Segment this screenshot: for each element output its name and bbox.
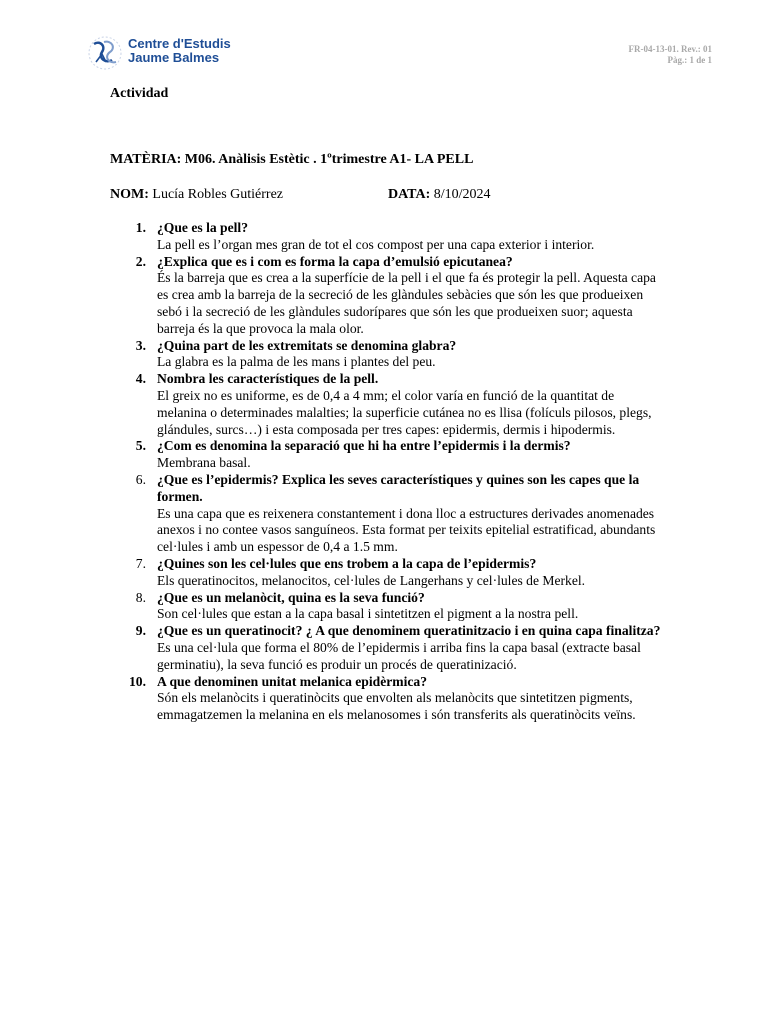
answer-text: La glabra es la palma de les mans i plantes del peu. (157, 354, 436, 370)
question-text: ¿Explica que es i com es forma la capa d’emulsió epicutanea? (157, 253, 513, 269)
school-name (128, 37, 231, 65)
question-text: A que denominen unitat melanica epidèrmica? (157, 673, 427, 689)
question-item (110, 220, 662, 254)
question-number: 4. (135, 371, 146, 387)
student-info-line (110, 187, 670, 203)
page-number: Pàg.: 1 de 1 (667, 55, 712, 65)
school-emblem-icon (86, 34, 124, 72)
question-text: ¿Que es un queratinocit? ¿ A que denominem queratinitzacio i en quina capa finalitza? (157, 623, 661, 639)
activity-heading: Actividad (110, 86, 169, 101)
question-item (110, 338, 662, 372)
answer-text: És la barreja que es crea a la superfície de la pell i el que fa és protegir la pell. Aquesta capa es crea amb la barreja de la secreció de les glàndules sebàcies que són les que produeixen sebó i la secreció de les glàndules sudorípares que són les que produeixen suor; aquesta barreja és la que provoca la mala olor. (157, 270, 656, 336)
answer-text: Es una capa que es reixenera constantement i dona lloc a estructures derivades anomenades anexos i no contee vasos sanguíneos. Esta format per teixits epitelial estratificad, abundants cel·lules i amb un espessor de 0,4 a 1.5 mm. (157, 505, 656, 555)
document-reference (629, 44, 712, 66)
answer-text: Són els melanòcits i queratinòcits que envolten als melanòcits que sintetitzen pigments, emmagatzemen la melanina en els melanosomes i són transferits als queratinòcits veïns. (157, 690, 636, 723)
question-item (110, 556, 662, 590)
question-number: 8. (135, 589, 146, 605)
revision-code: FR-04-13-01. Rev.: 01 (628, 44, 712, 54)
question-item (110, 371, 662, 438)
date-label: DATA: (388, 187, 431, 202)
question-number: 5. (135, 438, 146, 454)
question-text: ¿Que es un melanòcit, quina es la seva funció? (157, 589, 425, 605)
question-text: Nombra les característiques de la pell. (157, 371, 379, 387)
question-item (110, 472, 662, 556)
answer-text: Membrana basal. (157, 455, 251, 471)
question-text: ¿Que es l’epidermis? Explica les seves característiques y quines son les capes que la formen. (157, 471, 640, 504)
question-item (110, 623, 662, 673)
answer-text: La pell es l’organ mes gran de tot el cos compost per una capa exterior i interior. (157, 236, 595, 252)
question-number: 7. (135, 555, 146, 571)
question-number: 10. (129, 673, 146, 689)
answer-text: Son cel·lules que estan a la capa basal i sintetitzen el pigment a la nostra pell. (157, 606, 579, 622)
answer-text: Es una cel·lula que forma el 80% de l’epidermis i arriba fins la capa basal (extracte basal germinatiu), la seva funció es produir un procés de queratinizació. (157, 639, 641, 672)
school-name-line2: Jaume Balmes (128, 50, 220, 65)
school-logo (86, 34, 246, 72)
question-text: ¿Com es denomina la separació que hi ha entre l’epidermis i la dermis? (157, 438, 571, 454)
question-item (110, 590, 662, 624)
question-item (110, 438, 662, 472)
date-group (388, 187, 491, 203)
subject-line: MATÈRIA: M06. Anàlisis Estètic . 1ºtrimestre A1- LA PELL (110, 152, 474, 167)
student-name: Lucía Robles Gutiérrez (152, 187, 284, 202)
question-text: ¿Quines son les cel·lules que ens trobem a la capa de l’epidermis? (157, 555, 537, 571)
school-name-line1: Centre d'Estudis (128, 36, 231, 51)
question-number: 2. (135, 253, 146, 269)
question-text: ¿Que es la pell? (157, 220, 249, 235)
question-number: 9. (135, 623, 146, 639)
question-number: 3. (135, 337, 146, 353)
date-value: 8/10/2024 (433, 187, 491, 202)
question-number: 1. (135, 220, 146, 235)
question-list (110, 220, 662, 724)
question-text: ¿Quina part de les extremitats se denomina glabra? (157, 337, 457, 353)
answer-text: Els queratinocitos, melanocitos, cel·lules de Langerhans y cel·lules de Merkel. (157, 572, 586, 588)
question-item (110, 674, 662, 724)
question-number: 6. (135, 471, 146, 487)
question-item (110, 254, 662, 338)
answer-text: El greix no es uniforme, es de 0,4 a 4 mm; el color varía en funció de la quantitat de melanina o determinades malalties; la superficie cutánea no es llisa (folículs pilosos, plegs, glándules, surcs…) i esta composada per tres capes: epidermis, dermis i hipodermis. (157, 387, 652, 437)
name-label: NOM: (110, 187, 149, 202)
